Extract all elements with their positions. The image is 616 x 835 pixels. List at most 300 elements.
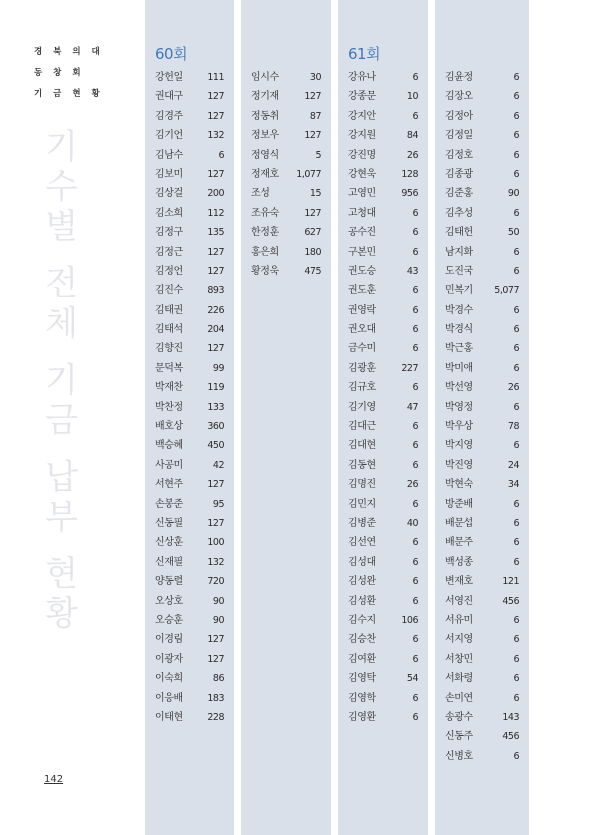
donation-amount: 6 — [513, 149, 519, 161]
section-header — [34, 42, 124, 105]
donation-amount: 6 — [513, 692, 519, 704]
donor-row — [348, 436, 420, 455]
donor-name: 배문섭 — [445, 517, 473, 529]
donor-row — [155, 456, 226, 475]
donor-row — [445, 514, 521, 533]
donor-name: 김태권 — [155, 304, 183, 316]
donor-name: 문덕복 — [155, 362, 183, 374]
donor-row — [348, 165, 420, 184]
donor-name: 민복기 — [445, 285, 473, 297]
donor-name: 서현주 — [155, 479, 183, 491]
donor-row — [445, 592, 521, 611]
donor-name: 박근홍 — [445, 343, 473, 355]
donor-name: 한정훈 — [251, 227, 279, 239]
class-year-heading — [445, 42, 521, 68]
donor-row — [445, 650, 521, 669]
donor-row — [348, 243, 420, 262]
donation-amount: 956 — [401, 188, 418, 200]
donation-amount: 6 — [513, 304, 519, 316]
donor-row — [251, 165, 323, 184]
donor-row — [348, 611, 420, 630]
donor-row — [348, 126, 420, 145]
donation-amount: 106 — [401, 614, 418, 626]
donor-name: 서지영 — [445, 634, 473, 646]
donor-row — [348, 320, 420, 339]
donation-amount: 6 — [412, 692, 418, 704]
donor-row — [155, 553, 226, 572]
donor-name: 김동현 — [348, 459, 376, 471]
donor-name: 서영진 — [445, 595, 473, 607]
donation-amount: 6 — [513, 110, 519, 122]
donor-row — [251, 87, 323, 106]
donor-name: 김소희 — [155, 207, 183, 219]
donation-amount: 100 — [207, 537, 224, 549]
donor-row — [348, 533, 420, 552]
donation-amount: 127 — [207, 517, 224, 529]
donor-name: 김기언 — [155, 130, 183, 142]
donor-row — [348, 281, 420, 300]
donor-name: 김태헌 — [445, 227, 473, 239]
donation-amount: 226 — [207, 304, 224, 316]
donation-amount: 127 — [207, 479, 224, 491]
donor-row — [155, 436, 226, 455]
donor-name: 김정아 — [445, 110, 473, 122]
donor-row — [348, 339, 420, 358]
donor-name: 박현숙 — [445, 479, 473, 491]
donor-row — [348, 301, 420, 320]
header-line-1: 경 북 의 대 — [34, 47, 104, 57]
donor-name: 김추성 — [445, 207, 473, 219]
donor-row — [251, 243, 323, 262]
donor-row — [251, 68, 323, 87]
class-year-heading — [251, 42, 323, 68]
donor-row — [445, 611, 521, 630]
donor-name: 신상훈 — [155, 537, 183, 549]
donation-amount: 360 — [207, 421, 224, 433]
donor-row — [155, 320, 226, 339]
donor-name: 김성환 — [348, 595, 376, 607]
donor-name: 강진명 — [348, 149, 376, 161]
donation-amount: 627 — [304, 227, 321, 239]
donation-amount: 127 — [207, 653, 224, 665]
donation-amount: 6 — [513, 130, 519, 142]
donor-row — [348, 475, 420, 494]
donor-name: 김윤정 — [445, 72, 473, 83]
donor-name: 권영락 — [348, 304, 376, 316]
donor-row — [445, 417, 521, 436]
donor-row — [348, 204, 420, 223]
donor-name: 손봉준 — [155, 498, 183, 510]
donor-row — [155, 592, 226, 611]
donor-name: 남지화 — [445, 246, 473, 258]
donor-row — [155, 359, 226, 378]
donation-amount: 6 — [412, 634, 418, 646]
donation-amount: 6 — [513, 362, 519, 374]
donor-name: 강지원 — [348, 130, 376, 142]
donation-amount: 30 — [309, 72, 321, 83]
donation-amount: 6 — [513, 324, 519, 336]
donor-name: 손미연 — [445, 692, 473, 704]
donor-row — [155, 514, 226, 533]
donor-row — [155, 475, 226, 494]
donor-row — [445, 727, 521, 746]
donor-row — [155, 417, 226, 436]
donor-row — [155, 87, 226, 106]
donor-name: 권오대 — [348, 324, 376, 336]
donor-name: 김여환 — [348, 653, 376, 665]
donation-amount: 6 — [412, 711, 418, 723]
donor-row — [445, 359, 521, 378]
donation-amount: 86 — [212, 673, 224, 685]
donor-name: 김종광 — [445, 168, 473, 180]
donor-row — [445, 146, 521, 165]
donor-row — [348, 708, 420, 727]
donor-row — [348, 669, 420, 688]
donor-row — [445, 495, 521, 514]
donor-row — [251, 184, 323, 203]
donor-name: 강유나 — [348, 72, 376, 83]
donor-name: 권대구 — [155, 91, 183, 103]
donation-amount: 10 — [406, 91, 418, 103]
donation-amount: 6 — [412, 324, 418, 336]
donor-row — [155, 184, 226, 203]
donation-amount: 456 — [502, 595, 519, 607]
donation-amount: 127 — [207, 246, 224, 258]
donor-row — [445, 126, 521, 145]
donation-amount: 6 — [513, 614, 519, 626]
donation-amount: 6 — [513, 401, 519, 413]
donor-row — [155, 708, 226, 727]
donor-name: 김성완 — [348, 576, 376, 588]
donor-row — [251, 126, 323, 145]
donor-name: 정보우 — [251, 130, 279, 142]
donation-amount: 475 — [304, 265, 321, 277]
donor-row — [348, 689, 420, 708]
donation-amount: 6 — [218, 149, 224, 161]
donation-amount: 1,077 — [296, 168, 321, 180]
donor-row — [155, 301, 226, 320]
donation-amount: 6 — [412, 246, 418, 258]
donor-name: 김영환 — [348, 711, 376, 723]
donor-row — [348, 262, 420, 281]
donor-name: 사공미 — [155, 459, 183, 471]
donor-name: 김병준 — [348, 517, 376, 529]
donor-row — [155, 339, 226, 358]
donor-name: 서화령 — [445, 673, 473, 685]
donor-row — [348, 68, 420, 87]
donor-row — [445, 107, 521, 126]
donation-amount: 6 — [513, 498, 519, 510]
donor-name: 금수미 — [348, 343, 376, 355]
donor-column-2 — [241, 0, 331, 835]
donor-name: 김규호 — [348, 382, 376, 394]
donor-name: 조유숙 — [251, 207, 279, 219]
donation-amount: 47 — [406, 401, 418, 413]
donation-amount: 5 — [315, 149, 321, 161]
donor-row — [445, 572, 521, 591]
donor-name: 김수지 — [348, 614, 376, 626]
donation-amount: 5,077 — [494, 285, 519, 297]
donor-row — [155, 533, 226, 552]
donor-name: 오상호 — [155, 595, 183, 607]
donor-row — [155, 281, 226, 300]
donation-amount: 127 — [207, 110, 224, 122]
donor-name: 김준홍 — [445, 188, 473, 200]
donor-row — [445, 301, 521, 320]
donor-name: 박찬정 — [155, 401, 183, 413]
donor-name: 김민지 — [348, 498, 376, 510]
donor-name: 신동필 — [155, 517, 183, 529]
donor-name: 박진영 — [445, 459, 473, 471]
donation-amount: 6 — [513, 750, 519, 762]
donor-name: 박미애 — [445, 362, 473, 374]
donation-amount: 24 — [507, 459, 519, 471]
donor-name: 양동렬 — [155, 576, 183, 588]
donation-amount: 90 — [212, 614, 224, 626]
donor-name: 박지영 — [445, 440, 473, 452]
donation-amount: 111 — [207, 72, 224, 83]
donor-name: 이태현 — [155, 711, 183, 723]
donor-name: 김대현 — [348, 440, 376, 452]
donor-name: 김정구 — [155, 227, 183, 239]
donation-amount: 127 — [304, 91, 321, 103]
donor-row — [348, 572, 420, 591]
donation-amount: 456 — [502, 731, 519, 743]
donor-name: 김보미 — [155, 168, 183, 180]
donor-row — [445, 204, 521, 223]
donor-row — [251, 262, 323, 281]
donor-row — [445, 87, 521, 106]
donor-name: 박선영 — [445, 382, 473, 394]
donor-row — [445, 398, 521, 417]
donation-amount: 135 — [207, 227, 224, 239]
donation-amount: 6 — [412, 498, 418, 510]
vertical-title: 기수별 전체 기금 납부 현황 — [38, 128, 78, 636]
donor-row — [445, 708, 521, 727]
donor-row — [348, 417, 420, 436]
donation-amount: 127 — [304, 130, 321, 142]
donor-row — [348, 398, 420, 417]
donor-name: 공수진 — [348, 227, 376, 239]
donor-name: 이경림 — [155, 634, 183, 646]
donor-name: 백승혜 — [155, 440, 183, 452]
donor-name: 배호상 — [155, 421, 183, 433]
donor-row — [155, 630, 226, 649]
donor-row — [251, 146, 323, 165]
donation-amount: 6 — [513, 343, 519, 355]
donor-name: 김정근 — [155, 246, 183, 258]
donation-amount: 87 — [309, 110, 321, 122]
donor-name: 홍은희 — [251, 246, 279, 258]
donor-name: 권도훈 — [348, 285, 376, 297]
donor-row — [348, 359, 420, 378]
donor-row — [445, 339, 521, 358]
donation-amount: 6 — [513, 246, 519, 258]
donor-row — [348, 107, 420, 126]
donor-row — [348, 630, 420, 649]
donor-name: 강헌일 — [155, 72, 183, 83]
donation-amount: 6 — [412, 227, 418, 239]
class-year-heading: 60회 — [155, 45, 188, 63]
donation-amount: 6 — [412, 653, 418, 665]
donor-row — [445, 320, 521, 339]
donation-amount: 43 — [406, 265, 418, 277]
donation-amount: 6 — [513, 556, 519, 568]
donor-row — [348, 146, 420, 165]
donation-amount: 127 — [207, 168, 224, 180]
donor-name: 김경주 — [155, 110, 183, 122]
donor-row — [155, 398, 226, 417]
donor-row — [155, 223, 226, 242]
donor-name: 조성 — [251, 188, 270, 200]
donation-amount: 42 — [212, 459, 224, 471]
donor-name: 오승훈 — [155, 614, 183, 626]
donation-amount: 6 — [513, 168, 519, 180]
donor-name: 김남수 — [155, 149, 183, 161]
donor-row — [251, 223, 323, 242]
donor-row — [445, 223, 521, 242]
donor-name: 강종문 — [348, 91, 376, 103]
donor-name: 백성종 — [445, 556, 473, 568]
donor-name: 김진수 — [155, 285, 183, 297]
donation-amount: 6 — [412, 285, 418, 297]
donation-amount: 121 — [502, 576, 519, 588]
donation-amount: 6 — [412, 110, 418, 122]
donor-row — [155, 495, 226, 514]
donation-amount: 6 — [513, 537, 519, 549]
donor-row — [155, 126, 226, 145]
donor-name: 김명진 — [348, 479, 376, 491]
page-number: 142 — [44, 774, 64, 785]
donation-amount: 6 — [513, 634, 519, 646]
donor-row — [348, 650, 420, 669]
donation-amount: 26 — [406, 479, 418, 491]
donor-row — [348, 87, 420, 106]
donation-amount: 6 — [412, 304, 418, 316]
donor-row — [445, 378, 521, 397]
donation-amount: 6 — [412, 576, 418, 588]
donor-name: 구본민 — [348, 246, 376, 258]
donation-amount: 127 — [207, 91, 224, 103]
donor-name: 도진국 — [445, 265, 473, 277]
header-line-3: 기 금 현 황 — [34, 89, 104, 99]
donor-name: 고영민 — [348, 188, 376, 200]
donation-amount: 95 — [212, 498, 224, 510]
donor-name: 신병호 — [445, 750, 473, 762]
donor-name: 박경수 — [445, 304, 473, 316]
donation-amount: 26 — [507, 382, 519, 394]
donation-amount: 34 — [507, 479, 519, 491]
donor-name: 정기재 — [251, 91, 279, 103]
donor-name: 김정호 — [445, 149, 473, 161]
donor-name: 황정욱 — [251, 265, 279, 277]
donation-amount: 99 — [212, 362, 224, 374]
donation-amount: 132 — [207, 130, 224, 142]
donation-amount: 112 — [207, 207, 224, 219]
donor-row — [348, 456, 420, 475]
donor-name: 김대근 — [348, 421, 376, 433]
donation-amount: 183 — [207, 692, 224, 704]
donor-name: 이광자 — [155, 653, 183, 665]
donation-amount: 15 — [309, 188, 321, 200]
donation-amount: 6 — [513, 440, 519, 452]
donor-name: 정재호 — [251, 168, 279, 180]
donor-name: 정동취 — [251, 110, 279, 122]
donor-row — [348, 223, 420, 242]
donation-amount: 6 — [513, 517, 519, 529]
donor-row — [155, 262, 226, 281]
donation-amount: 204 — [207, 324, 224, 336]
donation-amount: 450 — [207, 440, 224, 452]
donation-amount: 6 — [513, 653, 519, 665]
donor-name: 박재찬 — [155, 382, 183, 394]
donor-name: 정영식 — [251, 149, 279, 161]
donor-row — [445, 281, 521, 300]
donor-column-4 — [435, 0, 529, 835]
donation-amount: 6 — [412, 440, 418, 452]
donation-amount: 127 — [207, 343, 224, 355]
donor-name: 고청대 — [348, 207, 376, 219]
donor-row — [155, 378, 226, 397]
donor-name: 김기영 — [348, 401, 376, 413]
donor-row — [445, 262, 521, 281]
donor-row — [445, 553, 521, 572]
donation-amount: 40 — [406, 517, 418, 529]
donor-row — [445, 689, 521, 708]
donor-row — [445, 747, 521, 766]
donation-amount: 90 — [212, 595, 224, 607]
donor-name: 신동주 — [445, 731, 473, 743]
donation-amount: 90 — [507, 188, 519, 200]
donor-row — [445, 669, 521, 688]
donation-amount: 119 — [207, 382, 224, 394]
donor-name: 변재호 — [445, 576, 473, 588]
donor-row — [445, 68, 521, 87]
donor-column-3 — [338, 0, 428, 835]
donor-row — [155, 243, 226, 262]
donor-row — [445, 165, 521, 184]
donation-amount: 720 — [207, 576, 224, 588]
donation-amount: 6 — [412, 382, 418, 394]
donor-name: 김성대 — [348, 556, 376, 568]
donor-row — [348, 592, 420, 611]
donor-name: 이응배 — [155, 692, 183, 704]
donation-amount: 50 — [507, 227, 519, 239]
donor-name: 김정일 — [445, 130, 473, 142]
donor-row — [155, 689, 226, 708]
donation-amount: 132 — [207, 556, 224, 568]
donation-amount: 200 — [207, 188, 224, 200]
donor-row — [155, 146, 226, 165]
donation-amount: 26 — [406, 149, 418, 161]
donation-amount: 6 — [513, 265, 519, 277]
donor-row — [155, 165, 226, 184]
donor-name: 김정언 — [155, 265, 183, 277]
donor-name: 강현욱 — [348, 168, 376, 180]
donation-amount: 6 — [412, 72, 418, 83]
donor-row — [348, 514, 420, 533]
header-line-2: 동 창 회 — [34, 68, 85, 78]
donor-row — [445, 436, 521, 455]
donation-amount: 143 — [502, 711, 519, 723]
donation-amount: 6 — [513, 72, 519, 83]
donation-amount: 180 — [304, 246, 321, 258]
donor-row — [348, 495, 420, 514]
donor-row — [155, 572, 226, 591]
donor-name: 김향진 — [155, 343, 183, 355]
donor-row — [155, 611, 226, 630]
donation-amount: 84 — [406, 130, 418, 142]
